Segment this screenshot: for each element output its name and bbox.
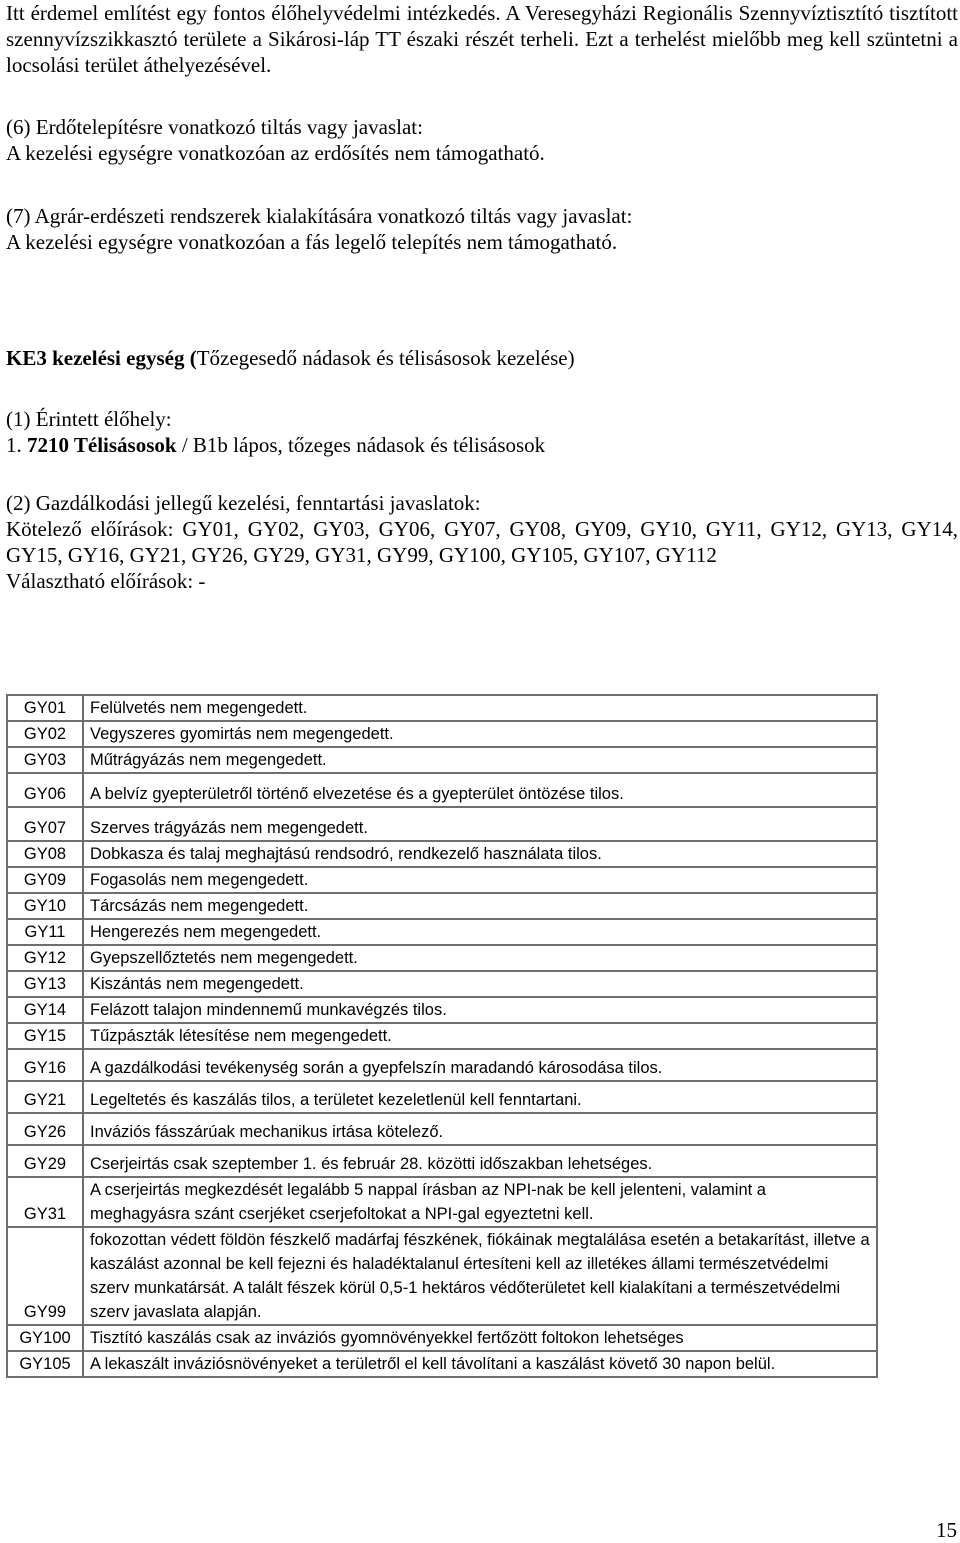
rule-text: Kiszántás nem megengedett. — [83, 971, 877, 997]
table-row — [7, 919, 877, 945]
rule-text: Tűzpászták létesítése nem megengedett. — [83, 1023, 877, 1049]
habitat-rest: / B1b lápos, tőzeges nádasok és télisásosok — [176, 433, 546, 457]
rule-text: Cserjeirtás csak szeptember 1. és február 28. közötti időszakban lehetséges. — [83, 1145, 877, 1177]
habitat-num: 1. — [6, 433, 27, 457]
habitat-heading: (1) Érintett élőhely: — [6, 407, 172, 431]
rule-code: GY26 — [7, 1113, 83, 1145]
rule-text: A lekaszált inváziósnövényeket a területről el kell távolítani a kaszálást követő 30 napon belül. — [83, 1351, 877, 1377]
rule-code: GY10 — [7, 893, 83, 919]
rule-code: GY12 — [7, 945, 83, 971]
table-row — [7, 945, 877, 971]
rule-code: GY02 — [7, 721, 83, 747]
table-row — [7, 1081, 877, 1113]
ke3-title-bold: KE3 kezelési egység ( — [6, 346, 197, 370]
rule-code: GY14 — [7, 997, 83, 1023]
section-6 — [6, 114, 958, 166]
rule-text: fokozottan védett földön fészkelő madárfaj fészkének, fiókáinak megtalálása esetén a betakarítást, illetve a kaszálást azonnal be kell fejezni és haladéktalanul értesíteni kell az illetékes állami természetvédelmi szerv munkatársát. A talált fészek körül 0,5-1 hektáros védőterületet kell kialakítani a természetvédelmi szerv javaslata alapján. — [83, 1227, 877, 1325]
rule-text: Műtrágyázás nem megengedett. — [83, 747, 877, 773]
rule-code: GY01 — [7, 695, 83, 721]
ke3-habitat — [6, 406, 958, 458]
section-6-text: A kezelési egységre vonatkozóan az erdősítés nem támogatható. — [6, 141, 545, 165]
table-row — [7, 971, 877, 997]
rule-text: A cserjeirtás megkezdését legalább 5 nappal írásban az NPI-nak be kell jelenteni, valamint a meghagyásra szánt cserjéket cserjefoltokat a NPI-gal egyeztetni kell. — [83, 1177, 877, 1227]
intro-text: Itt érdemel említést egy fontos élőhelyvédelmi intézkedés. A Veresegyházi Regionális Szennyvíztisztító tisztított szennyvízszikkasztó területe a Sikárosi-láp TT északi részét terheli. Ezt a terhelést mielőbb meg kell szüntetni a locsolási terület áthelyezésével. — [6, 1, 958, 77]
section-7-heading: (7) Agrár-erdészeti rendszerek kialakítására vonatkozó tiltás vagy javaslat: — [6, 204, 633, 228]
rule-code: GY09 — [7, 867, 83, 893]
rule-text: A belvíz gyepterületről történő elvezetése és a gyepterület öntözése tilos. — [83, 773, 877, 807]
rule-code: GY08 — [7, 841, 83, 867]
rule-code: GY100 — [7, 1325, 83, 1351]
rule-text: Inváziós fásszárúak mechanikus irtása kötelező. — [83, 1113, 877, 1145]
table-row — [7, 1145, 877, 1177]
table-row — [7, 1227, 877, 1325]
rule-code: GY11 — [7, 919, 83, 945]
rule-text: Felülvetés nem megengedett. — [83, 695, 877, 721]
rule-text: Tisztító kaszálás csak az inváziós gyomnövényekkel fertőzött foltokon lehetséges — [83, 1325, 877, 1351]
rule-code: GY06 — [7, 773, 83, 807]
table-row — [7, 1177, 877, 1227]
table-row — [7, 893, 877, 919]
table-row — [7, 773, 877, 807]
ke3-title — [6, 345, 958, 371]
mandatory-rules: Kötelező előírások: GY01, GY02, GY03, GY06, GY07, GY08, GY09, GY10, GY11, GY12, GY13, GY14, GY15, GY16, GY21, GY26, GY29, GY31, GY99, GY100, GY105, GY107, GY112 — [6, 517, 958, 567]
rule-text: Hengerezés nem megengedett. — [83, 919, 877, 945]
farming-heading: (2) Gazdálkodási jellegű kezelési, fenntartási javaslatok: — [6, 491, 481, 515]
rule-code: GY15 — [7, 1023, 83, 1049]
rule-text: A gazdálkodási tevékenység során a gyepfelszín maradandó károsodása tilos. — [83, 1049, 877, 1081]
table-row — [7, 807, 877, 841]
ke3-farming — [6, 490, 958, 594]
rule-text: Vegyszeres gyomirtás nem megengedett. — [83, 721, 877, 747]
rule-code: GY03 — [7, 747, 83, 773]
table-row — [7, 747, 877, 773]
rule-code: GY07 — [7, 807, 83, 841]
rule-code: GY29 — [7, 1145, 83, 1177]
rule-text: Gyepszellőztetés nem megengedett. — [83, 945, 877, 971]
rule-text: Tárcsázás nem megengedett. — [83, 893, 877, 919]
ke3-title-rest: Tőzegesedő nádasok és télisásosok kezelése) — [196, 346, 575, 370]
rule-code: GY105 — [7, 1351, 83, 1377]
habitat-line — [6, 432, 958, 458]
table-row — [7, 1049, 877, 1081]
table-row — [7, 1351, 877, 1377]
rule-text: Felázott talajon mindennemű munkavégzés tilos. — [83, 997, 877, 1023]
rule-text: Fogasolás nem megengedett. — [83, 867, 877, 893]
table-row — [7, 1325, 877, 1351]
rule-code: GY13 — [7, 971, 83, 997]
table-row — [7, 841, 877, 867]
section-7 — [6, 203, 958, 255]
rule-code: GY21 — [7, 1081, 83, 1113]
table-row — [7, 695, 877, 721]
intro-paragraph — [6, 0, 958, 78]
rule-code: GY16 — [7, 1049, 83, 1081]
rule-code: GY31 — [7, 1177, 83, 1227]
page-number: 15 — [936, 1518, 957, 1542]
table-row — [7, 721, 877, 747]
rule-text: Dobkasza és talaj meghajtású rendsodró, rendkezelő használata tilos. — [83, 841, 877, 867]
table-row — [7, 1023, 877, 1049]
section-6-heading: (6) Erdőtelepítésre vonatkozó tiltás vagy javaslat: — [6, 115, 423, 139]
rule-text: Legeltetés és kaszálás tilos, a területet kezeletlenül kell fenntartani. — [83, 1081, 877, 1113]
section-7-text: A kezelési egységre vonatkozóan a fás legelő telepítés nem támogatható. — [6, 230, 618, 254]
table-row — [7, 1113, 877, 1145]
rule-code: GY99 — [7, 1227, 83, 1325]
table-row — [7, 867, 877, 893]
rules-table — [6, 694, 878, 1378]
table-row — [7, 997, 877, 1023]
rule-text: Szerves trágyázás nem megengedett. — [83, 807, 877, 841]
optional-rules: Választható előírások: - — [6, 569, 206, 593]
habitat-code: 7210 Télisásosok — [27, 433, 177, 457]
